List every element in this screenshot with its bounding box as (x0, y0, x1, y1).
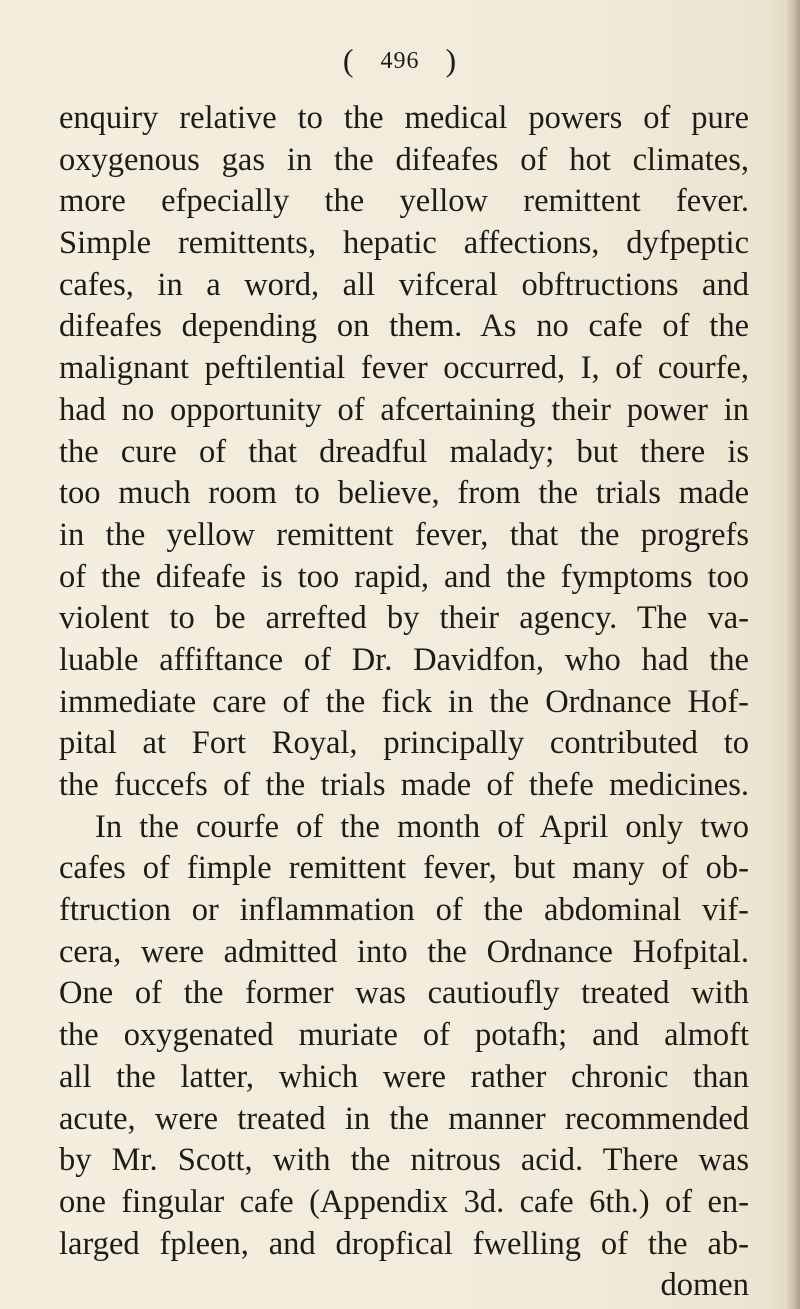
text-line: One of the former was cautioufly treated with (59, 975, 749, 1012)
body-text (59, 98, 749, 1307)
text-line: cafes of fimple remittent fever, but many of ob- (59, 850, 749, 887)
text-line: in the yellow remittent fever, that the progrefs (59, 516, 749, 553)
text-line: luable affiftance of Dr. Davidfon, who had the (59, 641, 749, 678)
text-line: ftruction or inflammation of the abdominal vif- (59, 892, 749, 929)
text-line: the cure of that dreadful malady; but there is (59, 433, 749, 470)
page-header (0, 42, 800, 79)
text-line: violent to be arrefted by their agency. The va- (59, 600, 749, 637)
page-number: 496 (380, 48, 420, 74)
text-line: by Mr. Scott, with the nitrous acid. There was (59, 1142, 749, 1179)
text-line: malignant peftilential fever occurred, I, of courfe, (59, 350, 749, 387)
text-line: pital at Fort Royal, principally contributed to (59, 725, 749, 762)
page-edge-shadow (786, 0, 800, 1309)
text-line: larged fpleen, and dropfical fwelling of the ab- (59, 1225, 749, 1262)
text-line: immediate care of the fick in the Ordnance Hof- (59, 683, 749, 720)
text-line: difeafes depending on them. As no cafe of the (59, 308, 749, 345)
text-line: cafes, in a word, all vifceral obftructions and (59, 266, 749, 303)
text-line: more efpecially the yellow remittent fever. (59, 183, 749, 220)
text-line: acute, were treated in the manner recommended (59, 1100, 749, 1137)
header-close-paren: ) (445, 42, 458, 78)
text-line: one fingular cafe (Appendix 3d. cafe 6th.) of en- (59, 1183, 749, 1220)
catchword: domen (660, 1267, 749, 1304)
text-line: cera, were admitted into the Ordnance Hofpital. (59, 933, 749, 970)
text-line: enquiry relative to the medical powers of pure (59, 100, 749, 136)
text-line: had no opportunity of afcertaining their power in (59, 391, 749, 428)
text-line: of the difeafe is too rapid, and the fymptoms too (59, 558, 749, 595)
text-line: too much room to believe, from the trials made (59, 475, 749, 512)
text-line: the oxygenated muriate of potafh; and almoft (59, 1017, 749, 1054)
text-line-paragraph-start: In the courfe of the month of April only two (95, 808, 749, 845)
text-line: oxygenous gas in the difeafes of hot climates, (59, 141, 749, 178)
text-line: all the latter, which were rather chronic than (59, 1058, 749, 1095)
text-line: Simple remittents, hepatic affections, dyfpeptic (59, 225, 749, 262)
text-line: the fuccefs of the trials made of thefe medicines. (59, 767, 749, 803)
header-open-paren: ( (342, 42, 355, 78)
